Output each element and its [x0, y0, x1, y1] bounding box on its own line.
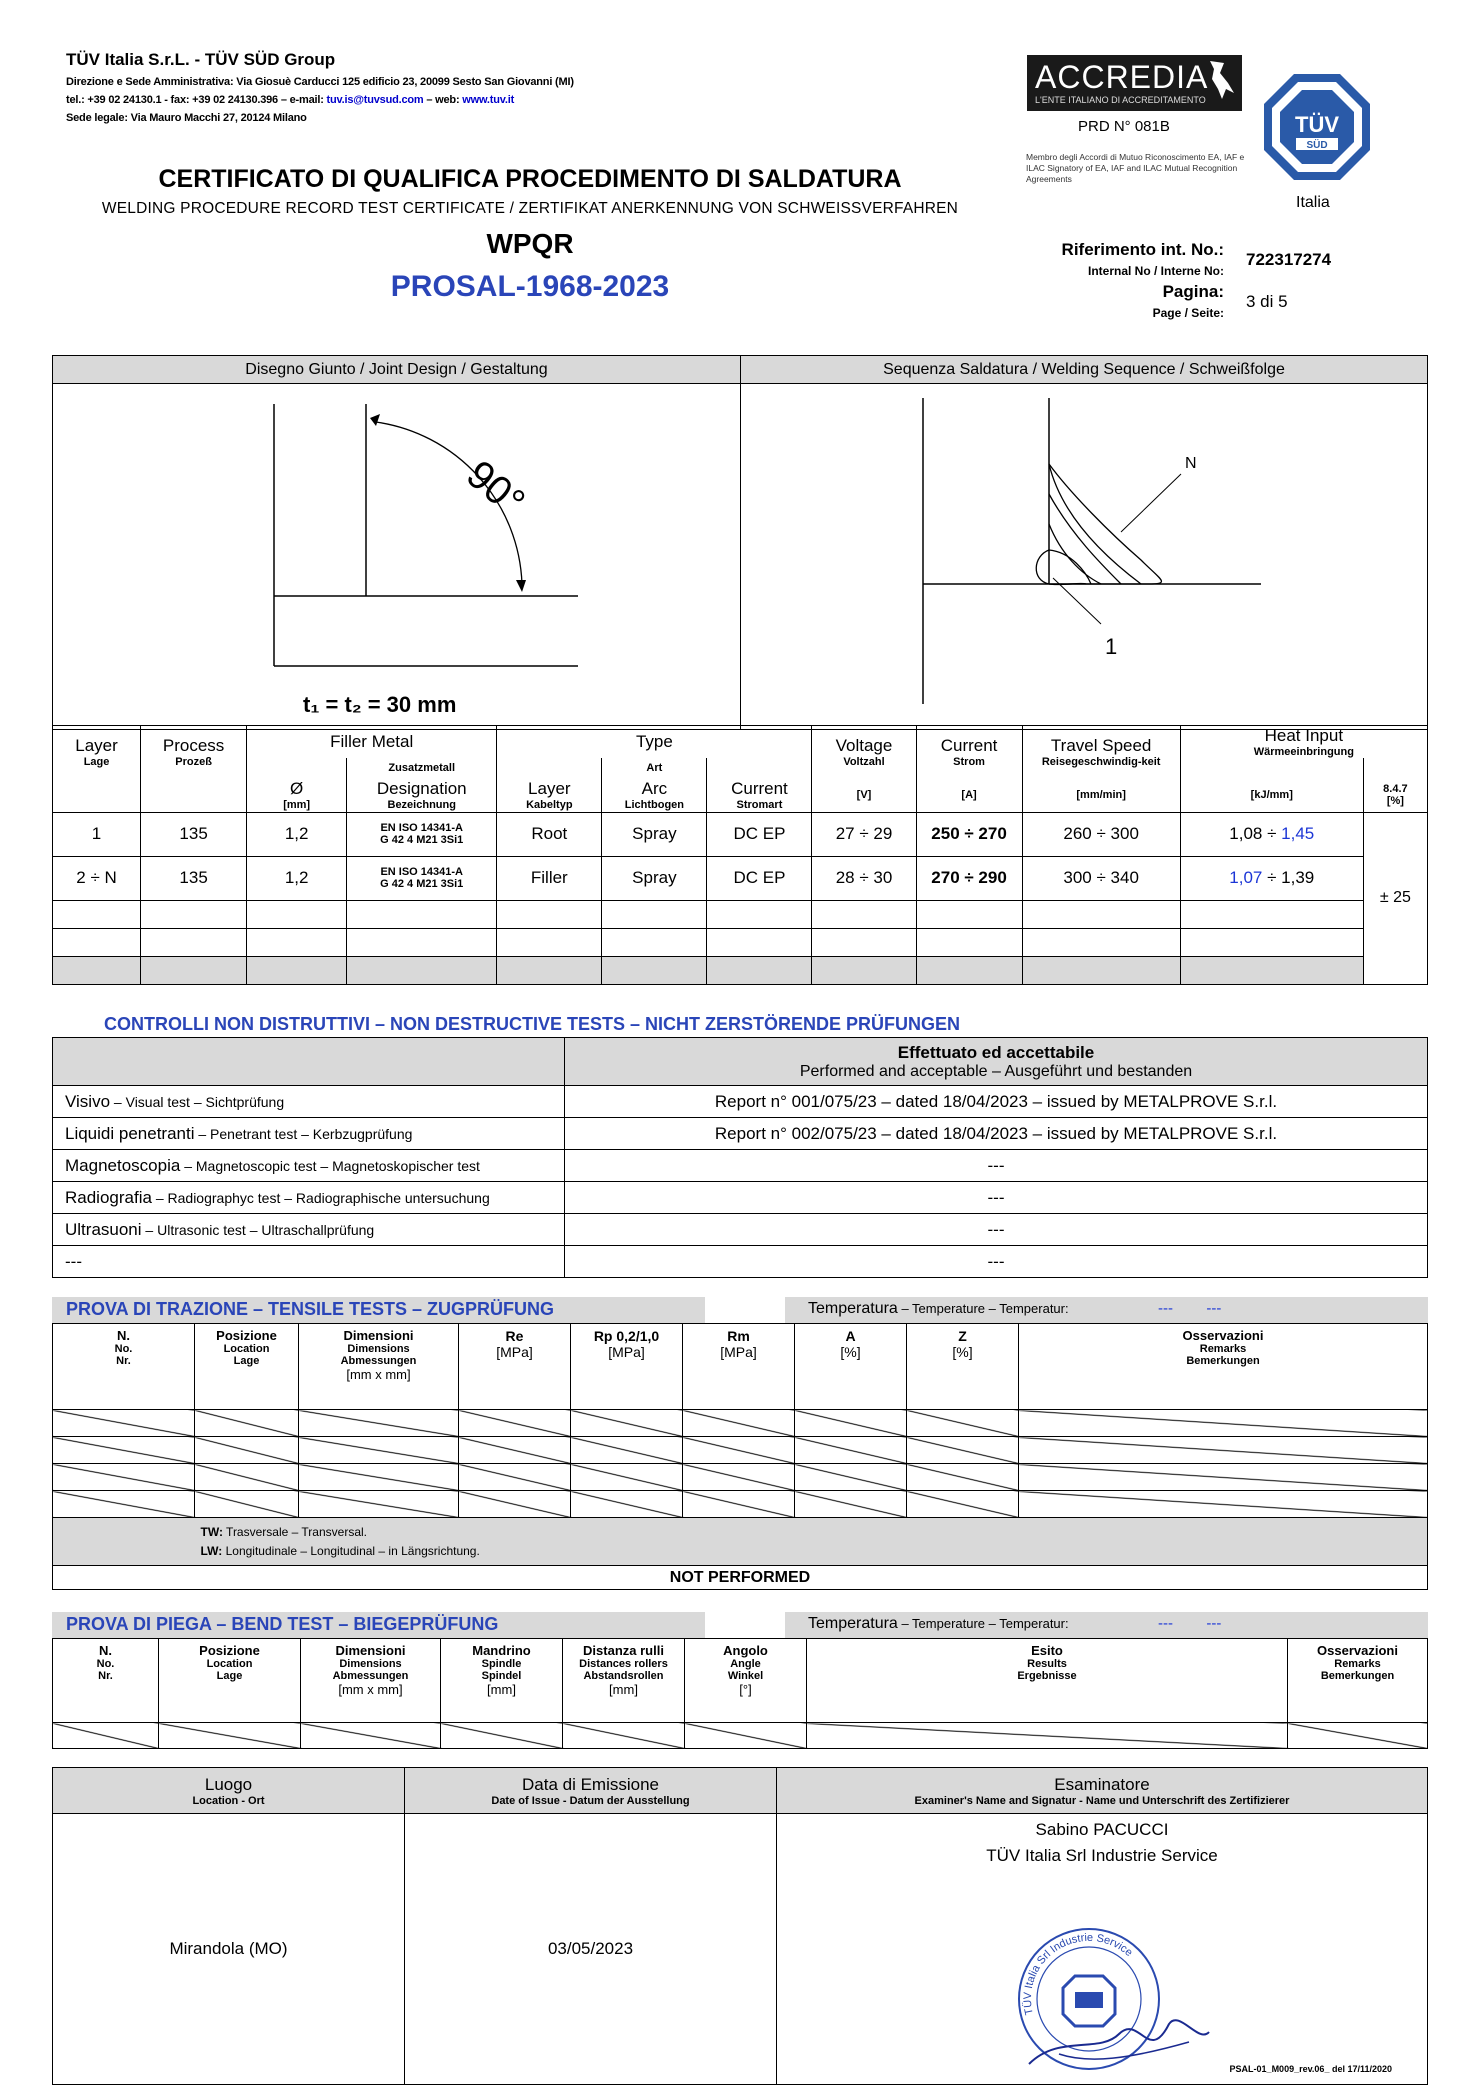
design-table — [52, 355, 1428, 730]
page-sublabel: Page / Seite: — [1152, 306, 1224, 320]
page-value: 3 di 5 — [1246, 292, 1288, 311]
svg-text:TÜV Italia Srl Industrie Servi: TÜV Italia Srl Industrie Service — [1021, 1931, 1135, 2016]
tensile-notes: TW: Trasversale – Transversal. LW: Longitudinale – Longitudinal – in Längsrichtung. — [195, 1518, 1428, 1566]
company-name: TÜV Italia S.r.L. - TÜV SÜD Group — [66, 50, 336, 69]
prd-number: PRD N° 081B — [1078, 118, 1170, 135]
angle-label: 90° — [457, 452, 533, 525]
tolerance: ± 25 — [1363, 812, 1427, 984]
place-value: Mirandola (MO) — [53, 1814, 405, 2085]
italia-label: Italia — [1296, 194, 1330, 211]
joint-design-header: Disegno Giunto / Joint Design / Gestaltung — [53, 356, 741, 384]
seq-label-1: 1 — [1105, 634, 1118, 659]
ndt-row: Liquidi penetranti – Penetrant test – Kerbzugprüfung Report n° 002/075/23 – dated 18/04/2023 – issued by METALPROVE S.r.l. — [53, 1118, 1428, 1150]
certificate-subtitle: WELDING PROCEDURE RECORD TEST CERTIFICATE / ZERTIFIKAT ANERKENNUNG VON SCHWEISSVERFAHREN — [101, 200, 959, 217]
joint-design-drawing — [54, 384, 740, 724]
examiner-name: Sabino PACUCCI — [1035, 1820, 1169, 1839]
examiner-cell — [777, 1814, 1428, 2085]
ndt-row: Radiografia – Radiographyc test – Radiographische untersuchung --- — [53, 1182, 1428, 1214]
accredia-logo: ACCREDIA L'ENTE ITALIANO DI ACCREDITAMENTO — [1027, 55, 1242, 111]
ndt-title: CONTROLLI NON DISTRUTTIVI – NON DESTRUCTIVE TESTS – NICHT ZERSTÖRENDE PRÜFUNGEN — [104, 1014, 961, 1034]
doc-type: WPQR — [486, 228, 574, 259]
bend-temp-value: --- --- — [1158, 1615, 1222, 1632]
bend-title: PROVA DI PIEGA – BEND TEST – BIEGEPRÜFUNG — [66, 1614, 499, 1634]
tuv-sud-logo — [1262, 72, 1372, 182]
date-value: 03/05/2023 — [405, 1814, 777, 2085]
welding-sequence-drawing — [741, 384, 1427, 724]
examiner-org: TÜV Italia Srl Industrie Service — [986, 1846, 1218, 1865]
ref-value: 722317274 — [1246, 250, 1332, 269]
address-line-1: Direzione e Sede Amministrativa: Via Giosuè Carducci 125 edificio 23, 20099 Sesto San Giovanni (MI) — [66, 76, 574, 88]
tensile-table: N. No. Nr. Posizione Location Lage Dimensioni Dimensions Abmessungen [mm x mm] Re [MPa] Rp 0,2/1,0 [MPa] Rm [MPa] A [%] Z [%] Osservazioni Remarks Bemerkungen TW: Trasversale – Transversal. LW: Longitudinale – Longitudinal – in Längsrichtung. NOT PERFORMED — [52, 1323, 1428, 1590]
seq-label-n: N — [1185, 455, 1197, 472]
ndt-row: --- --- — [53, 1246, 1428, 1278]
joint-design-cell — [53, 384, 741, 730]
ndt-row: Visivo – Visual test – Sichtprüfung Report n° 001/075/23 – dated 18/04/2023 – issued by METALPROVE S.r.l. — [53, 1086, 1428, 1118]
tensile-temp: Temperatura – Temperature – Temperatur: — [808, 1300, 1069, 1317]
thickness-label: t₁ = t₂ = 30 mm — [303, 692, 457, 717]
address-line-3: Sede legale: Via Mauro Macchi 27, 20124 Milano — [66, 112, 307, 124]
tensile-temp-value: --- --- — [1158, 1300, 1222, 1317]
page-label: Pagina: — [1162, 282, 1224, 301]
welding-sequence-header: Sequenza Saldatura / Welding Sequence / Schweißfolge — [741, 356, 1428, 384]
examiner-stamp-signature — [999, 1914, 1219, 2084]
svg-text:TÜV: TÜV — [1295, 112, 1339, 137]
tensile-title: PROVA DI TRAZIONE – TENSILE TESTS – ZUGPRÜFUNG — [66, 1299, 555, 1319]
svg-text:SÜD: SÜD — [1306, 140, 1328, 151]
ref-label: Riferimento int. No.: — [1061, 240, 1224, 259]
email-link[interactable]: tuv.is@tuvsud.com — [326, 94, 424, 106]
form-code: PSAL-01_M009_rev.06_ del 17/11/2020 — [1229, 2064, 1392, 2074]
address-line-2: tel.: +39 02 24130.1 - fax: +39 02 24130.396 – e-mail: tuv.is@tuvsud.com – web: www.tuv.it — [66, 94, 515, 106]
welding-sequence-cell — [741, 384, 1428, 730]
ref-sublabel: Internal No / Interne No: — [1087, 264, 1224, 278]
signature-table: Luogo Location - Ort Data di Emissione Date of Issue - Datum der Ausstellung Esaminatore Examiner's Name and Signatur - Name und Unterschrift des Zertifizierer Mirandola (MO) 03/05/2023 Sabino PACUCCI TÜV Italia Srl Industrie Service TÜV Italia Srl Industrie Service — [52, 1767, 1428, 2085]
param-row-1: 1 135 1,2 EN ISO 14341-A G 42 4 M21 3Si1 Root Spray DC EP 27 ÷ 29 250 ÷ 270 260 ÷ 300 1,08 ÷ 1,45 ± 25 — [53, 812, 1428, 856]
bend-temp: Temperatura – Temperature – Temperatur: — [808, 1615, 1069, 1632]
parameters-table: Layer Lage Process Prozeß Filler Metal Type Voltage Voltzahl Current Strom Travel Speed Reisegeschwindig-keit Heat Input Wärmeeinbringung Zusatzmetall Art Ø [mm] Designation Bezeichnung Layer Kabeltyp Arc Lichtbogen Current Stromart [V] [A] [mm/min] [kJ/mm] 8.4.7 [%] 1 135 1,2 EN ISO 14341-A G 42 4 M21 3Si1 Root Spray DC EP 27 ÷ 29 250 ÷ 270 260 ÷ 300 1,08 ÷ 1,45 ± 25 2 ÷ N 135 1,2 EN ISO 14341-A G 42 4 M21 3Si1 Filler Spray DC EP 28 ÷ 30 270 ÷ 290 300 ÷ 340 1,07 ÷ 1,39 — [52, 725, 1428, 985]
web-link[interactable]: www.tuv.it — [462, 94, 515, 106]
ndt-row: Ultrasuoni – Ultrasonic test – Ultraschallprüfung --- — [53, 1214, 1428, 1246]
not-performed: NOT PERFORMED — [53, 1566, 1428, 1590]
ndt-table: Effettuato ed accettabile Performed and acceptable – Ausgeführt und bestanden Visivo – Visual test – Sichtprüfung Report n° 001/075/23 – dated 18/04/2023 – issued by METALPROVE S.r.l. Liquidi penetranti – Penetrant test – Kerbzugprüfung Report n° 002/075/23 – dated 18/04/2023 – issued by METALPROVE S.r.l. Magnetoscopia – Magnetoscopic test – Magnetoskopischer test --- Radiografia – Radiographyc test – Radiographische untersuchung --- Ultrasuoni – Ultrasonic test – Ultraschallprüfung --- --- --- — [52, 1037, 1428, 1278]
doc-id: PROSAL-1968-2023 — [390, 270, 670, 303]
accredia-note: Membro degli Accordi di Mutuo Riconoscimento EA, IAF e ILAC Signatory of EA, IAF and ILAC Mutual Recognition Agreements — [1026, 152, 1245, 184]
ndt-row: Magnetoscopia – Magnetoscopic test – Magnetoskopischer test --- — [53, 1150, 1428, 1182]
bend-table: N. No. Nr. Posizione Location Lage Dimensioni Dimensions Abmessungen [mm x mm] Mandrino Spindle Spindel [mm] Distanza rulli Distances rollers Abstandsrollen [mm] Angolo Angle Winkel [°] Esito Results Ergebnisse Osservazioni Remarks Bemerkungen — [52, 1638, 1428, 1749]
certificate-title: CERTIFICATO DI QUALIFICA PROCEDIMENTO DI SALDATURA — [158, 165, 902, 193]
param-row-2: 2 ÷ N 135 1,2 EN ISO 14341-A G 42 4 M21 3Si1 Filler Spray DC EP 28 ÷ 30 270 ÷ 290 300 ÷ 340 1,07 ÷ 1,39 — [53, 856, 1428, 900]
